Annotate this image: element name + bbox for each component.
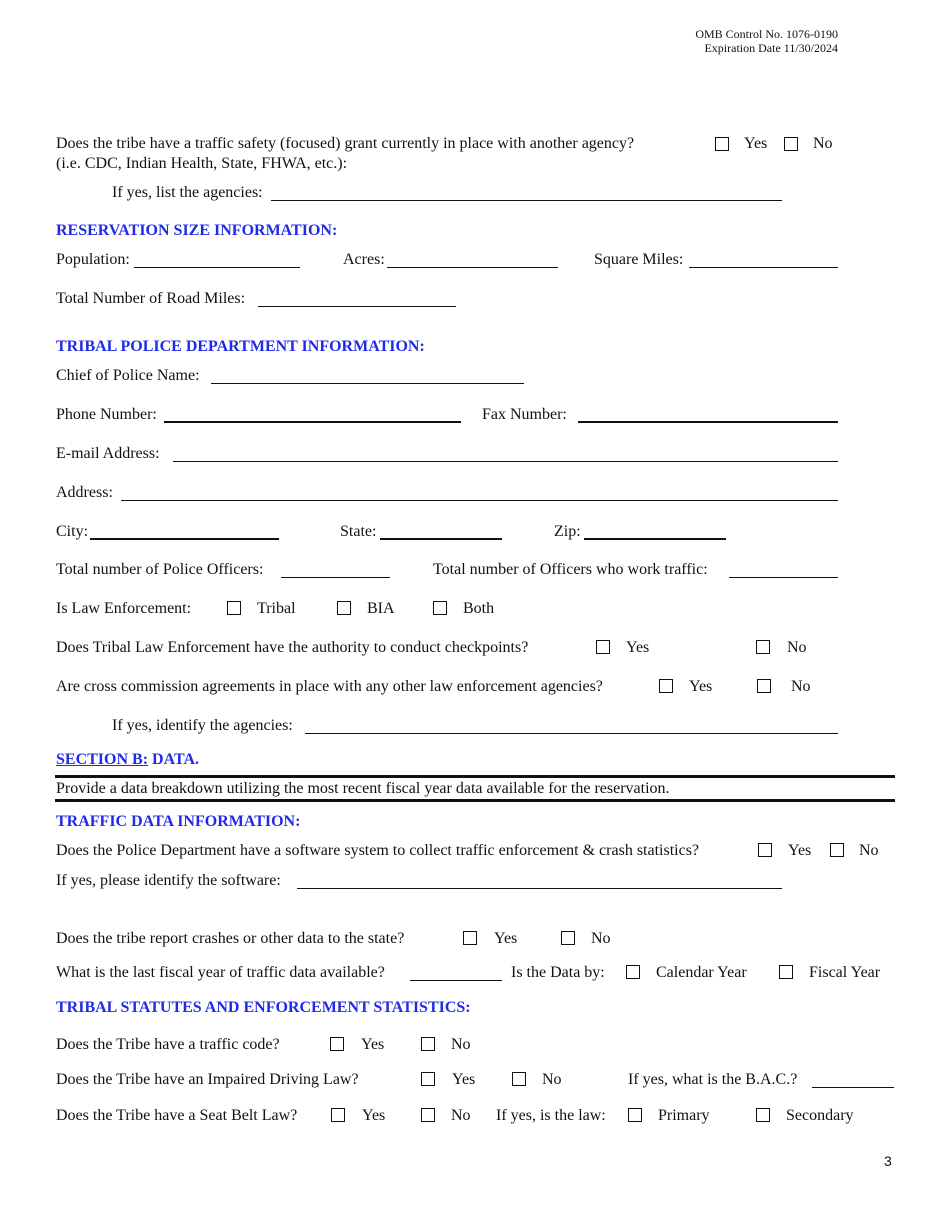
- secondary-checkbox[interactable]: [756, 1108, 770, 1122]
- law-enforcement-label: Is Law Enforcement:: [56, 600, 192, 617]
- seat-belt-yes-checkbox[interactable]: [331, 1108, 345, 1122]
- impaired-question: Does the Tribe have an Impaired Driving Law?: [56, 1071, 359, 1088]
- zip-field[interactable]: [584, 538, 726, 540]
- email-label: E-mail Address:: [56, 445, 160, 462]
- list-agencies-label: If yes, list the agencies:: [112, 184, 263, 201]
- bia-label: BIA: [367, 600, 395, 617]
- statutes-heading: TRIBAL STATUTES AND ENFORCEMENT STATISTICS:: [56, 999, 471, 1016]
- tribal-checkbox[interactable]: [227, 601, 241, 615]
- impaired-no-label: No: [542, 1071, 562, 1088]
- traffic-code-yes-checkbox[interactable]: [330, 1037, 344, 1051]
- traffic-officers-label: Total number of Officers who work traffic:: [433, 561, 708, 578]
- report-yes-label: Yes: [494, 930, 518, 947]
- top-rule: [55, 775, 895, 778]
- report-no-checkbox[interactable]: [561, 931, 575, 945]
- both-label: Both: [463, 600, 495, 617]
- seat-belt-yes-label: Yes: [362, 1107, 386, 1124]
- traffic-officers-field[interactable]: [729, 577, 838, 578]
- population-label: Population:: [56, 251, 130, 268]
- seat-belt-no-checkbox[interactable]: [421, 1108, 435, 1122]
- omb-control-number: OMB Control No. 1076-0190: [695, 27, 838, 41]
- total-officers-label: Total number of Police Officers:: [56, 561, 264, 578]
- acres-label: Acres:: [343, 251, 385, 268]
- primary-checkbox[interactable]: [628, 1108, 642, 1122]
- bottom-rule: [55, 799, 895, 802]
- bia-checkbox[interactable]: [337, 601, 351, 615]
- last-year-question: What is the last fiscal year of traffic data available?: [56, 964, 385, 981]
- checkpoints-yes-label: Yes: [626, 639, 650, 656]
- identify-agencies-field[interactable]: [305, 733, 838, 734]
- both-checkbox[interactable]: [433, 601, 447, 615]
- city-field[interactable]: [90, 538, 279, 540]
- software-yes-label: Yes: [788, 842, 812, 859]
- zip-label: Zip:: [554, 523, 581, 540]
- acres-field[interactable]: [387, 267, 558, 268]
- state-label: State:: [340, 523, 377, 540]
- software-no-label: No: [859, 842, 879, 859]
- bac-label: If yes, what is the B.A.C.?: [628, 1071, 798, 1088]
- cross-commission-yes-label: Yes: [689, 678, 713, 695]
- chief-name-label: Chief of Police Name:: [56, 367, 200, 384]
- cross-commission-yes-checkbox[interactable]: [659, 679, 673, 693]
- grant-yes-checkbox[interactable]: [715, 137, 729, 151]
- checkpoints-no-label: No: [787, 639, 807, 656]
- cross-commission-question: Are cross commission agreements in place with any other law enforcement agencies?: [56, 678, 603, 695]
- police-heading: TRIBAL POLICE DEPARTMENT INFORMATION:: [56, 338, 425, 355]
- traffic-code-question: Does the Tribe have a traffic code?: [56, 1036, 280, 1053]
- total-officers-field[interactable]: [281, 577, 390, 578]
- traffic-code-no-label: No: [451, 1036, 471, 1053]
- calendar-year-checkbox[interactable]: [626, 965, 640, 979]
- fiscal-year-label: Fiscal Year: [809, 964, 881, 981]
- cross-commission-no-checkbox[interactable]: [757, 679, 771, 693]
- fax-field[interactable]: [578, 421, 838, 423]
- list-agencies-field[interactable]: [271, 200, 782, 201]
- road-miles-label: Total Number of Road Miles:: [56, 290, 246, 307]
- expiration-date: Expiration Date 11/30/2024: [704, 41, 838, 55]
- secondary-label: Secondary: [786, 1107, 854, 1124]
- checkpoints-no-checkbox[interactable]: [756, 640, 770, 654]
- section-b-link[interactable]: SECTION B:: [56, 751, 149, 768]
- grant-no-label: No: [813, 135, 833, 152]
- section-b-title: DATA.: [152, 751, 199, 768]
- report-yes-checkbox[interactable]: [463, 931, 477, 945]
- report-question: Does the tribe report crashes or other data to the state?: [56, 930, 405, 947]
- seat-belt-question: Does the Tribe have a Seat Belt Law?: [56, 1107, 298, 1124]
- impaired-yes-label: Yes: [452, 1071, 476, 1088]
- page-number: 3: [884, 1153, 892, 1169]
- traffic-code-yes-label: Yes: [361, 1036, 385, 1053]
- checkpoints-yes-checkbox[interactable]: [596, 640, 610, 654]
- square-miles-label: Square Miles:: [594, 251, 684, 268]
- grant-question: Does the tribe have a traffic safety (focused) grant currently in place with another agency?: [56, 135, 635, 152]
- software-question: Does the Police Department have a software system to collect traffic enforcement & crash statistics?: [56, 842, 700, 859]
- section-b-heading: [56, 752, 199, 768]
- data-by-label: Is the Data by:: [511, 964, 605, 981]
- primary-label: Primary: [658, 1107, 710, 1124]
- cross-commission-no-label: No: [791, 678, 811, 695]
- population-field[interactable]: [134, 267, 300, 268]
- identify-software-label: If yes, please identify the software:: [56, 872, 281, 889]
- grant-examples: (i.e. CDC, Indian Health, State, FHWA, etc.):: [56, 155, 348, 172]
- identify-agencies-label: If yes, identify the agencies:: [112, 717, 293, 734]
- law-type-label: If yes, is the law:: [496, 1107, 606, 1124]
- impaired-yes-checkbox[interactable]: [421, 1072, 435, 1086]
- tribal-label: Tribal: [257, 600, 296, 617]
- seat-belt-no-label: No: [451, 1107, 471, 1124]
- identify-software-field[interactable]: [297, 888, 782, 889]
- address-label: Address:: [56, 484, 113, 501]
- state-field[interactable]: [380, 538, 502, 540]
- checkpoints-question: Does Tribal Law Enforcement have the authority to conduct checkpoints?: [56, 639, 529, 656]
- chief-name-field[interactable]: [211, 383, 524, 384]
- square-miles-field[interactable]: [689, 267, 838, 268]
- impaired-no-checkbox[interactable]: [512, 1072, 526, 1086]
- traffic-heading: TRAFFIC DATA INFORMATION:: [56, 813, 301, 830]
- email-field[interactable]: [173, 461, 838, 462]
- grant-yes-label: Yes: [744, 135, 768, 152]
- calendar-year-label: Calendar Year: [656, 964, 747, 981]
- report-no-label: No: [591, 930, 611, 947]
- road-miles-field[interactable]: [258, 306, 456, 307]
- phone-field[interactable]: [164, 421, 461, 423]
- software-yes-checkbox[interactable]: [758, 843, 772, 857]
- reservation-heading: RESERVATION SIZE INFORMATION:: [56, 222, 338, 239]
- software-no-checkbox[interactable]: [830, 843, 844, 857]
- fiscal-year-checkbox[interactable]: [779, 965, 793, 979]
- traffic-code-no-checkbox[interactable]: [421, 1037, 435, 1051]
- bac-field[interactable]: [812, 1087, 894, 1088]
- last-year-field[interactable]: [410, 980, 502, 981]
- city-label: City:: [56, 523, 89, 540]
- grant-no-checkbox[interactable]: [784, 137, 798, 151]
- phone-label: Phone Number:: [56, 406, 157, 423]
- fax-label: Fax Number:: [482, 406, 567, 423]
- section-b-instruction: Provide a data breakdown utilizing the most recent fiscal year data available for the reservation.: [56, 780, 670, 797]
- address-field[interactable]: [121, 500, 838, 501]
